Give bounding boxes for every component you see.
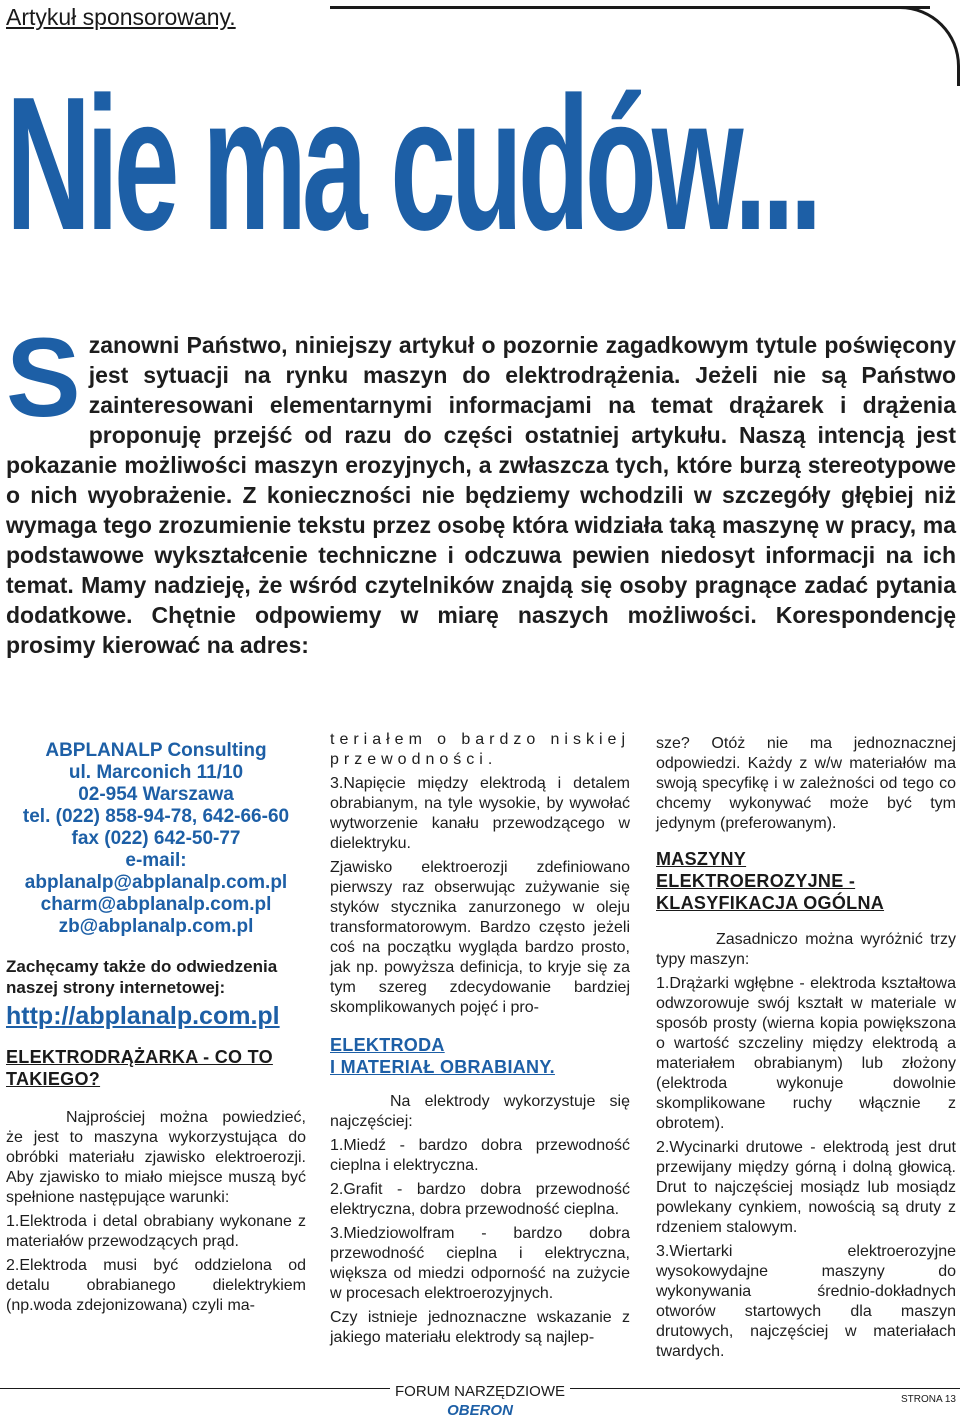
- paragraph: 1.Drążarki wgłębne - elektroda kształtowa odwzorowuje swój kształt w materiale w sposób prosty (wierna kopia powiększona o wartość szczeliny między elektrodą a materiałem obrabianym) lub złożony (elektroda wykonuje dowolnie skomplikowane ruchy włącznie z obrotem).: [656, 975, 956, 1132]
- column-right: [656, 734, 956, 1366]
- fax: fax (022) 642-50-77: [71, 828, 241, 849]
- email-link[interactable]: charm@abplanalp.com.pl: [40, 894, 272, 915]
- paragraph: 3.Wiertarki elektroerozyjne wysokowydajne maszyny do wykonywania średnio-dokładnych otworów startowych dla maszyn drutowych, najczęściej w materiałach twardych.: [656, 1243, 956, 1360]
- sponsored-label: Artykuł sponsorowany.: [6, 4, 236, 30]
- section-heading: ELEKTRODRĄŻARKA - CO TO TAKIEGO?: [6, 1047, 273, 1089]
- email-link[interactable]: zb@abplanalp.com.pl: [58, 916, 254, 937]
- page-title: Nie ma cudów...: [6, 58, 818, 270]
- corner-arc: [880, 6, 960, 86]
- paragraph: Najprościej można powiedzieć, że jest to maszyna wykorzystująca do obróbki materiału zjawisko elektroerozji. Aby zjawisko to miało miejsce muszą być spełnione następujące warunki:: [6, 1109, 306, 1206]
- intro-paragraph: [6, 315, 956, 660]
- page-number: STRONA 13: [900, 1394, 956, 1405]
- paragraph: 3.Napięcie między elektrodą i detalem obrabianym, na tyle wysokie, by wywołać wytworzenie kanału przewodzącego w dielektryku.: [330, 775, 630, 852]
- paragraph: 1.Elektroda i detal obrabiany wykonane z materiałów przewodzących prąd.: [6, 1213, 306, 1250]
- intro-text: zanowni Państwo, niniejszy artykuł o pozornie zagadkowym tytule poświęcony jest sytuacji na rynku maszyn do elektrodrążenia. Jeżeli nie są Państwo zainteresowani elementarnymi informacjami na temat drążarek i drążenia proponuję przejść od razu do części ostatniej artykułu. Naszą intencją jest pokazanie możliwości maszyn erozyjnych, a zwłaszcza tych, które burzą stereotypowe o nich wyobrażenie. Z konieczności nie będziemy wchodzili w szczegóły głębiej niż wymaga tego zrozumienie tekstu przez osobę która widziała taką maszynę w pracy, ma podstawowe wykształcenie techniczne i odczuwa pewien niedosyt informacji na ich temat. Mamy nadzieję, że wśród czytelników znajdą się osoby pragnące zadać pytania dodatkowe. Chętnie odpowiemy w miarę naszych możliwości. Korespondencję prosimy kierować na adres:: [6, 332, 956, 658]
- paragraph: Czy istnieje jednoznaczne wskazanie z jakiego materiału elektrody są najlep-: [330, 1309, 630, 1346]
- column-middle: [330, 730, 630, 1352]
- phone: tel. (022) 858-94-78, 642-66-60: [22, 806, 290, 827]
- paragraph: Zasadniczo można wyróżnić trzy typy maszyn:: [656, 931, 956, 968]
- website-link[interactable]: http://abplanalp.com.pl: [6, 1002, 280, 1030]
- paragraph: 3.Miedziowolfram - bardzo dobra przewodność cieplna i elektryczna, większa od miedzi odporność na zużycie w procesach elektroerozyjnych.: [330, 1225, 630, 1302]
- paragraph: sze? Otóż nie ma jednoznacznej odpowiedzi. Każdy z w/w materiałów ma swoją specyfikę i w zależności od tego co chcemy wykonywać może być tym jedynym (preferowanym).: [656, 735, 956, 832]
- column-left: [6, 740, 306, 1320]
- city: 02-954 Warszawa: [78, 784, 234, 805]
- website-invite: Zachęcamy także do odwiedzenia naszej strony internetowej:: [6, 957, 278, 997]
- drop-cap: S: [6, 315, 81, 440]
- paragraph: 2.Grafit - bardzo dobra przewodność elektryczna, dobra przewodność cieplna.: [330, 1181, 630, 1218]
- paragraph: Na elektrody wykorzystuje się najczęściej:: [330, 1093, 630, 1130]
- top-rule: [330, 6, 930, 9]
- paragraph: 2.Elektroda musi być oddzielona od detalu obrabianego dielektrykiem (np.woda zdejonizowana) czyli ma-: [6, 1257, 306, 1314]
- paragraph: 2.Wycinarki drutowe - elektrodą jest drut przewijany między górną i dolną głowicą. Drut to najczęściej mosiądz lub mosiądz powlekany cynkiem, nowością są druty z rdzeniem stalowym.: [656, 1139, 956, 1236]
- company-name: ABPLANALP Consulting: [45, 740, 267, 761]
- email-link[interactable]: abplanalp@abplanalp.com.pl: [24, 872, 288, 893]
- paragraph: teriałem o bardzo niskiej przewodności.: [330, 731, 630, 768]
- section-heading: MASZYNY ELEKTROEROZYJNE - KLASYFIKACJA OGÓLNA: [656, 849, 885, 913]
- street: ul. Marconich 11/10: [68, 762, 244, 783]
- footer-title: FORUM NARZĘDZIOWE: [390, 1383, 570, 1400]
- paragraph: Zjawisko elektroerozji zdefiniowano pierwszy raz obserwując zużywanie się styków stycznika zanurzonego w oleju transformatorowym. Bardzo często jeżeli coś na początku wygląda bardzo prosto, jak np. powyższa definicja, to kryje się za tym szereg zdecydowanie bardziej skomplikowanych pojęć i pro-: [330, 859, 630, 1016]
- email-label: e-mail:: [125, 850, 187, 871]
- brand-logo: OBERON: [447, 1402, 513, 1419]
- paragraph: 1.Miedź - bardzo dobra przewodność cieplna i elektryczna.: [330, 1137, 630, 1174]
- contact-block: [6, 740, 306, 938]
- section-heading: ELEKTRODA I MATERIAŁ OBRABIANY.: [330, 1035, 555, 1077]
